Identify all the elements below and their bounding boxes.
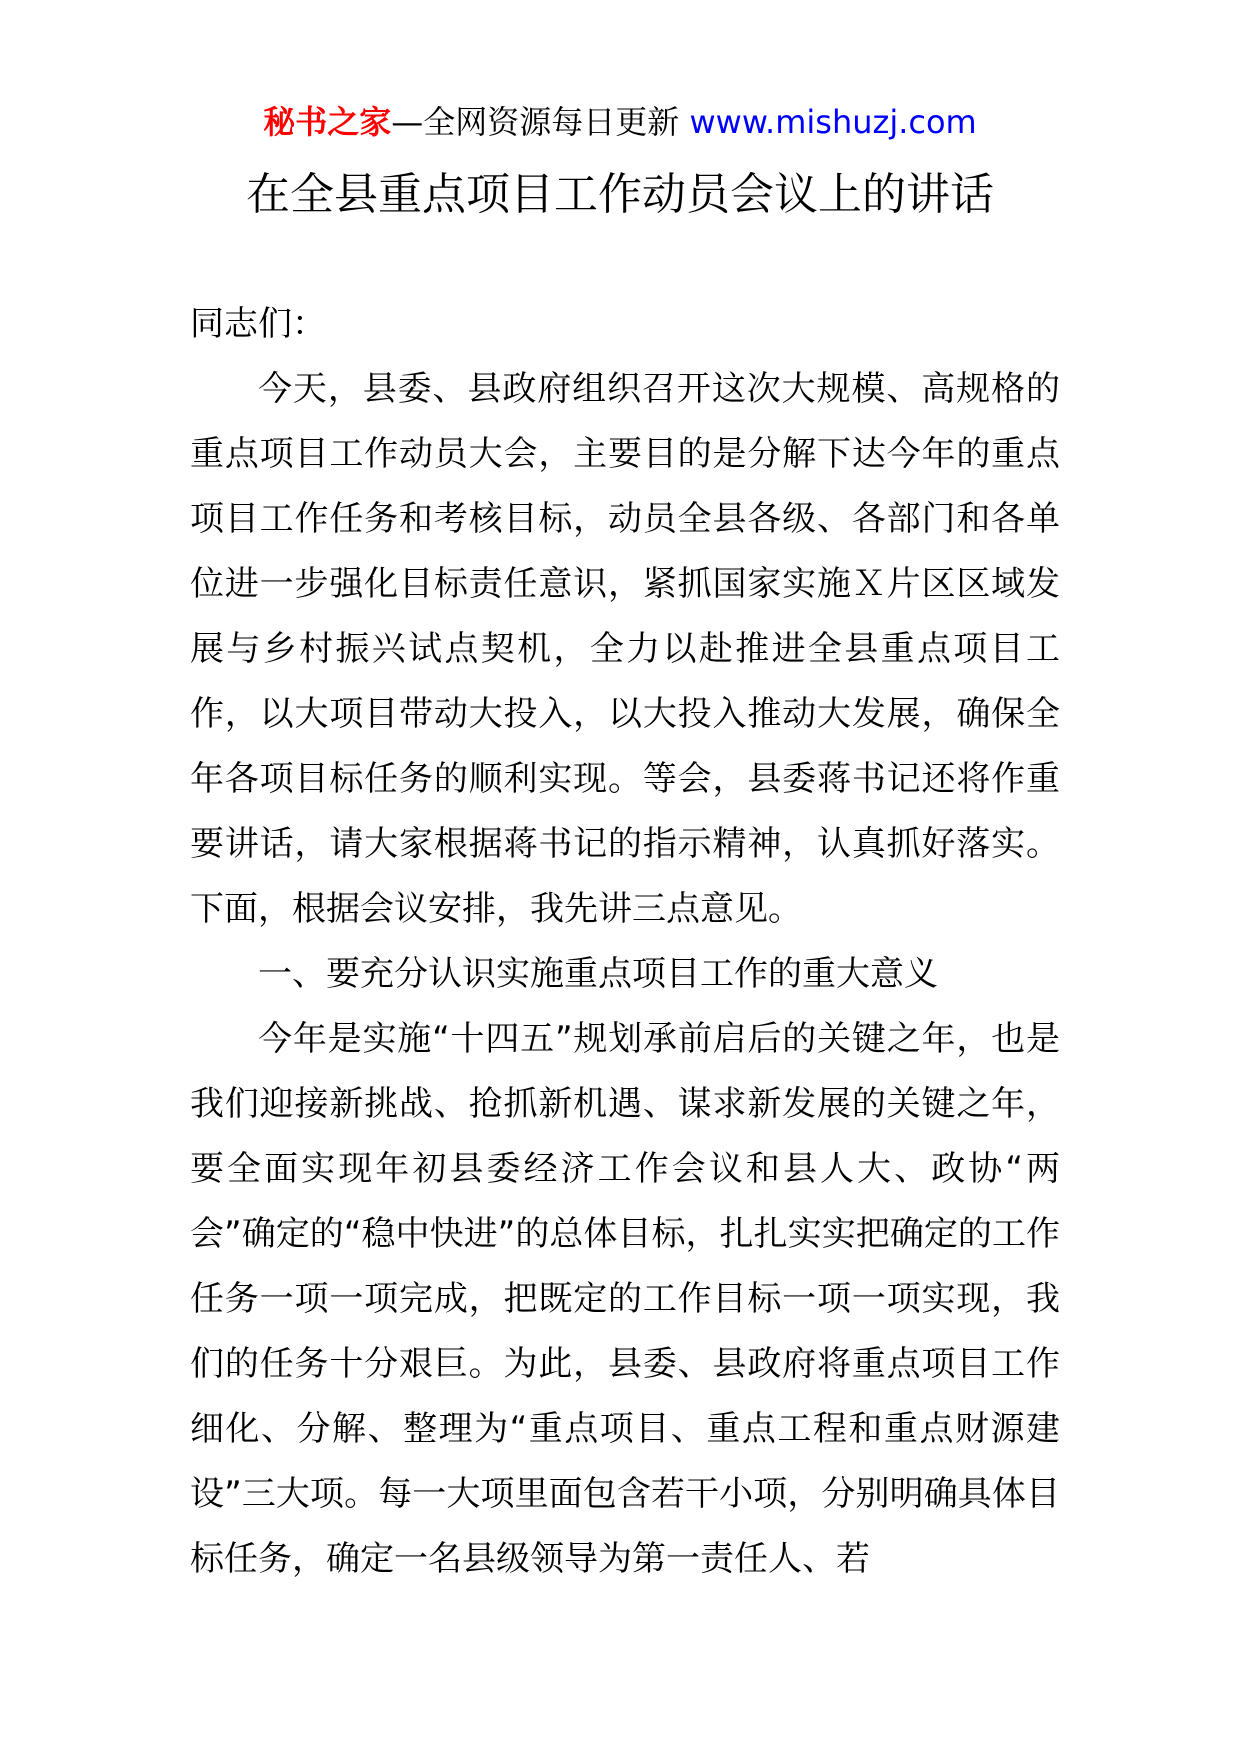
site-url[interactable]: www.mishuzj.com	[689, 103, 977, 141]
paragraph-section-1: 今年是实施“十四五”规划承前启后的关键之年，也是我们迎接新挑战、抢抓新机遇、谋求新发展的关键之年，要全面实现年初县委经济工作会议和县人大、政协“两会”确定的“稳中快进”的总体目标，扎扎实实把确定的工作任务一项一项完成，把既定的工作目标一项一项实现，我们的任务十分艰巨。为此，县委、县政府将重点项目工作细化、分解、整理为“重点项目、重点工程和重点财源建设”三大项。每一大项里面包含若干小项，分别明确具体目标任务，确定一名县级领导为第一责任人、若	[190, 1019, 1060, 1579]
salutation: 同志们：	[190, 304, 326, 344]
header-slogan: —全网资源每日更新	[391, 103, 690, 141]
site-header	[0, 100, 1240, 144]
document-title: 在全县重点项目工作动员会议上的讲话	[246, 169, 994, 220]
paragraph-intro: 今天，县委、县政府组织召开这次大规模、高规格的重点项目工作动员大会，主要目的是分解下达今年的重点项目工作任务和考核目标，动员全县各级、各部门和各单位进一步强化目标责任意识，紧抓国家实施Ｘ片区区域发展与乡村振兴试点契机，全力以赴推进全县重点项目工作，以大项目带动大投入，以大投入推动大发展，确保全年各项目标任务的顺利实现。等会，县委蒋书记还将作重要讲话，请大家根据蒋书记的指示精神，认真抓好落实。下面，根据会议安排，我先讲三点意见。	[190, 369, 1060, 929]
document-body	[190, 292, 1060, 1592]
section-heading-1: 一、要充分认识实施重点项目工作的重大意义	[258, 954, 938, 994]
brand-name: 秘书之家	[263, 103, 392, 141]
